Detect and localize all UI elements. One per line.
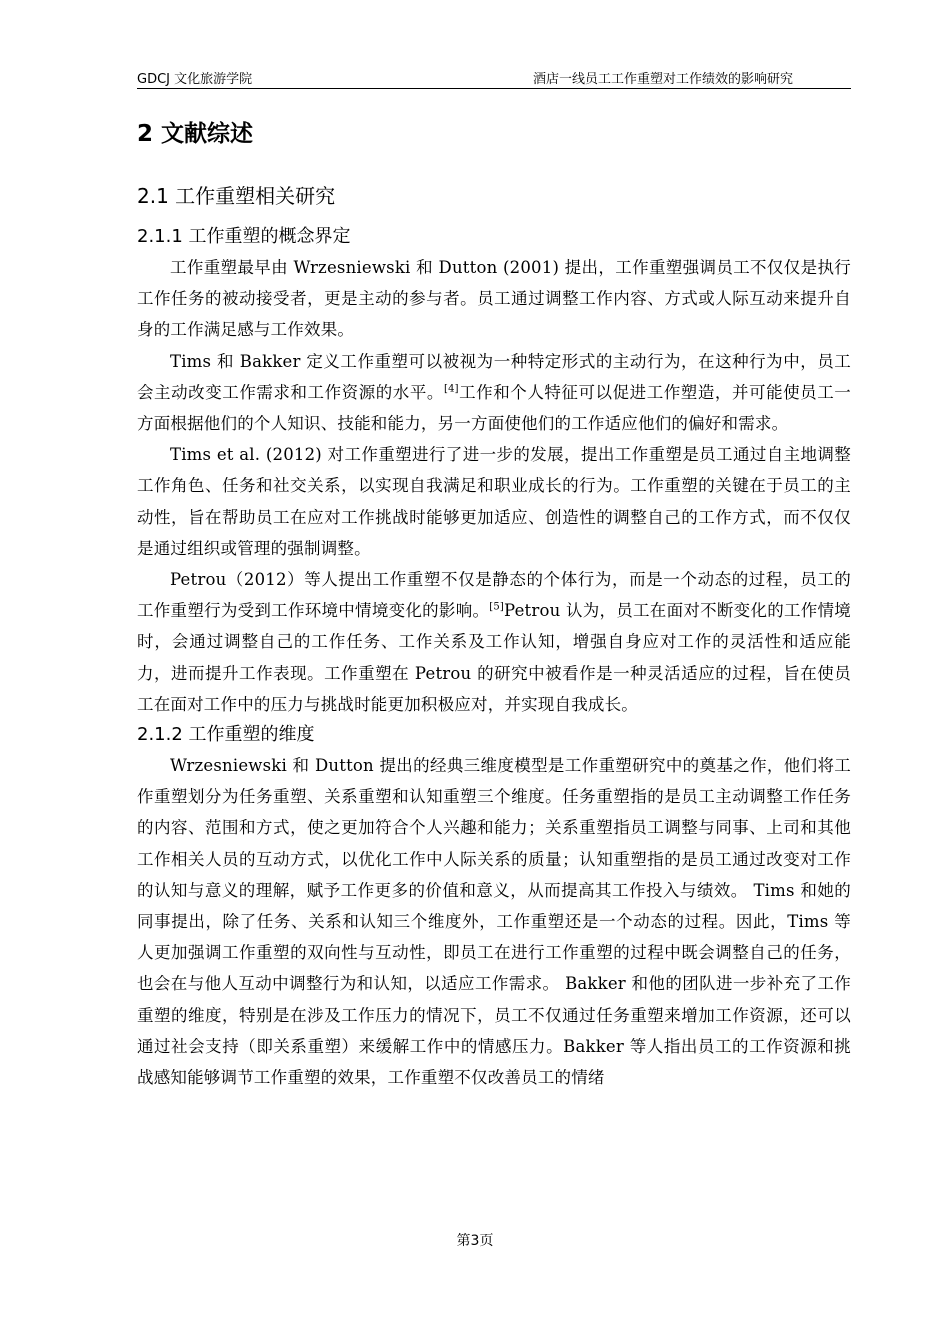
paragraph: 工作重塑最早由 Wrzesniewski 和 Dutton (2001) 提出，工作重塑强调员工不仅仅是执行工作任务的被动接受者，更是主动的参与者。员工通过调整工作内容、方式或人际互动来提升自身的工作满足感与工作效果。 [137,258,851,340]
citation-ref: [4] [443,383,459,395]
subsection-title-concept: 2.1.1 工作重塑的概念界定 [137,226,351,247]
paragraph: Wrzesniewski 和 Dutton 提出的经典三维度模型是工作重塑研究中的奠基之作，他们将工作重塑划分为任务重塑、关系重塑和认知重塑三个维度。任务重塑指的是员工主动调整工作任务的内容、范围和方式，使之更加符合个人兴趣和能力；关系重塑指员工调整与同事、上司和其他工作相关人员的互动方式，以优化工作中人际关系的质量；认知重塑指的是员工通过改变对工作的认知与意义的理解，赋予工作更多的价值和意义，从而提高其工作投入与绩效。 Tims 和她的同事提出，除了任务、关系和认知三个维度外，工作重塑还是一个动态的过程。因此，Tims 等人更加强调工作重塑的双向性与互动性，即员工在进行工作重塑的过程中既会调整自己的任务，也会在与他人互动中调整行为和认知，以适应工作需求。 Bakker 和他的团队进一步补充了工作重塑的维度，特别是在涉及工作压力的情况下，员工不仅通过任务重塑来增加工作资源，还可以通过社会支持（即关系重塑）来缓解工作中的情感压力。Bakker 等人指出员工的工作资源和挑战感知能够调节工作重塑的效果，工作重塑不仅改善员工的情绪 [137,756,851,1088]
chapter-title: 2 文献综述 [137,121,254,147]
page-body [137,112,851,1093]
header-institution: GDCJ 文化旅游学院 [137,72,253,87]
paragraph: Tims et al. (2012) 对工作重塑进行了进一步的发展，提出工作重塑是员工通过自主地调整工作角色、任务和社交关系，以实现自我满足和职业成长的行为。工作重塑的关键在于员工的主动性，旨在帮助员工在应对工作挑战时能够更加适应、创造性的调整自己的工作方式，而不仅仅是通过组织或管理的强制调整。 [137,445,851,558]
header-thesis-title: 酒店一线员工工作重塑对工作绩效的影响研究 [532,72,793,87]
paragraph-text: Petrou 认为，员工在面对不断变化的工作情境时，会通过调整自己的工作任务、工作关系及工作认知，增强自身应对工作的灵活性和适应能力，进而提升工作表现。工作重塑在 Petrou 的研究中被看作是一种灵活适应的过程，旨在使员工在面对工作中的压力与挑战时能更加积极应对，并实现自我成长。 [137,601,852,714]
page-header [137,66,851,89]
paragraph-text: 工作和个人特征可以促进工作塑造，并可能使员工一方面根据他们的个人知识、技能和能力，另一方面使他们的工作适应他们的偏好和需求。 [137,382,851,434]
paragraph-text: Tims 和 Bakker 定义工作重塑可以被视为一种特定形式的主动行为，在这种行为中，员工会主动改变工作需求和工作资源的水平。 [137,351,851,402]
paragraph-text: Petrou（2012）等人提出工作重塑不仅是静态的个体行为，而是一个动态的过程，员工的工作重塑行为受到工作环境中情境变化的影响。 [137,570,851,621]
subsection-title-dimensions: 2.1.2 工作重塑的维度 [137,724,315,746]
section-title: 2.1 工作重塑相关研究 [137,184,336,208]
paragraph [137,564,851,720]
page-number: 第3页 [456,1233,494,1249]
citation-ref: [5] [489,601,505,613]
paragraph [137,346,851,440]
